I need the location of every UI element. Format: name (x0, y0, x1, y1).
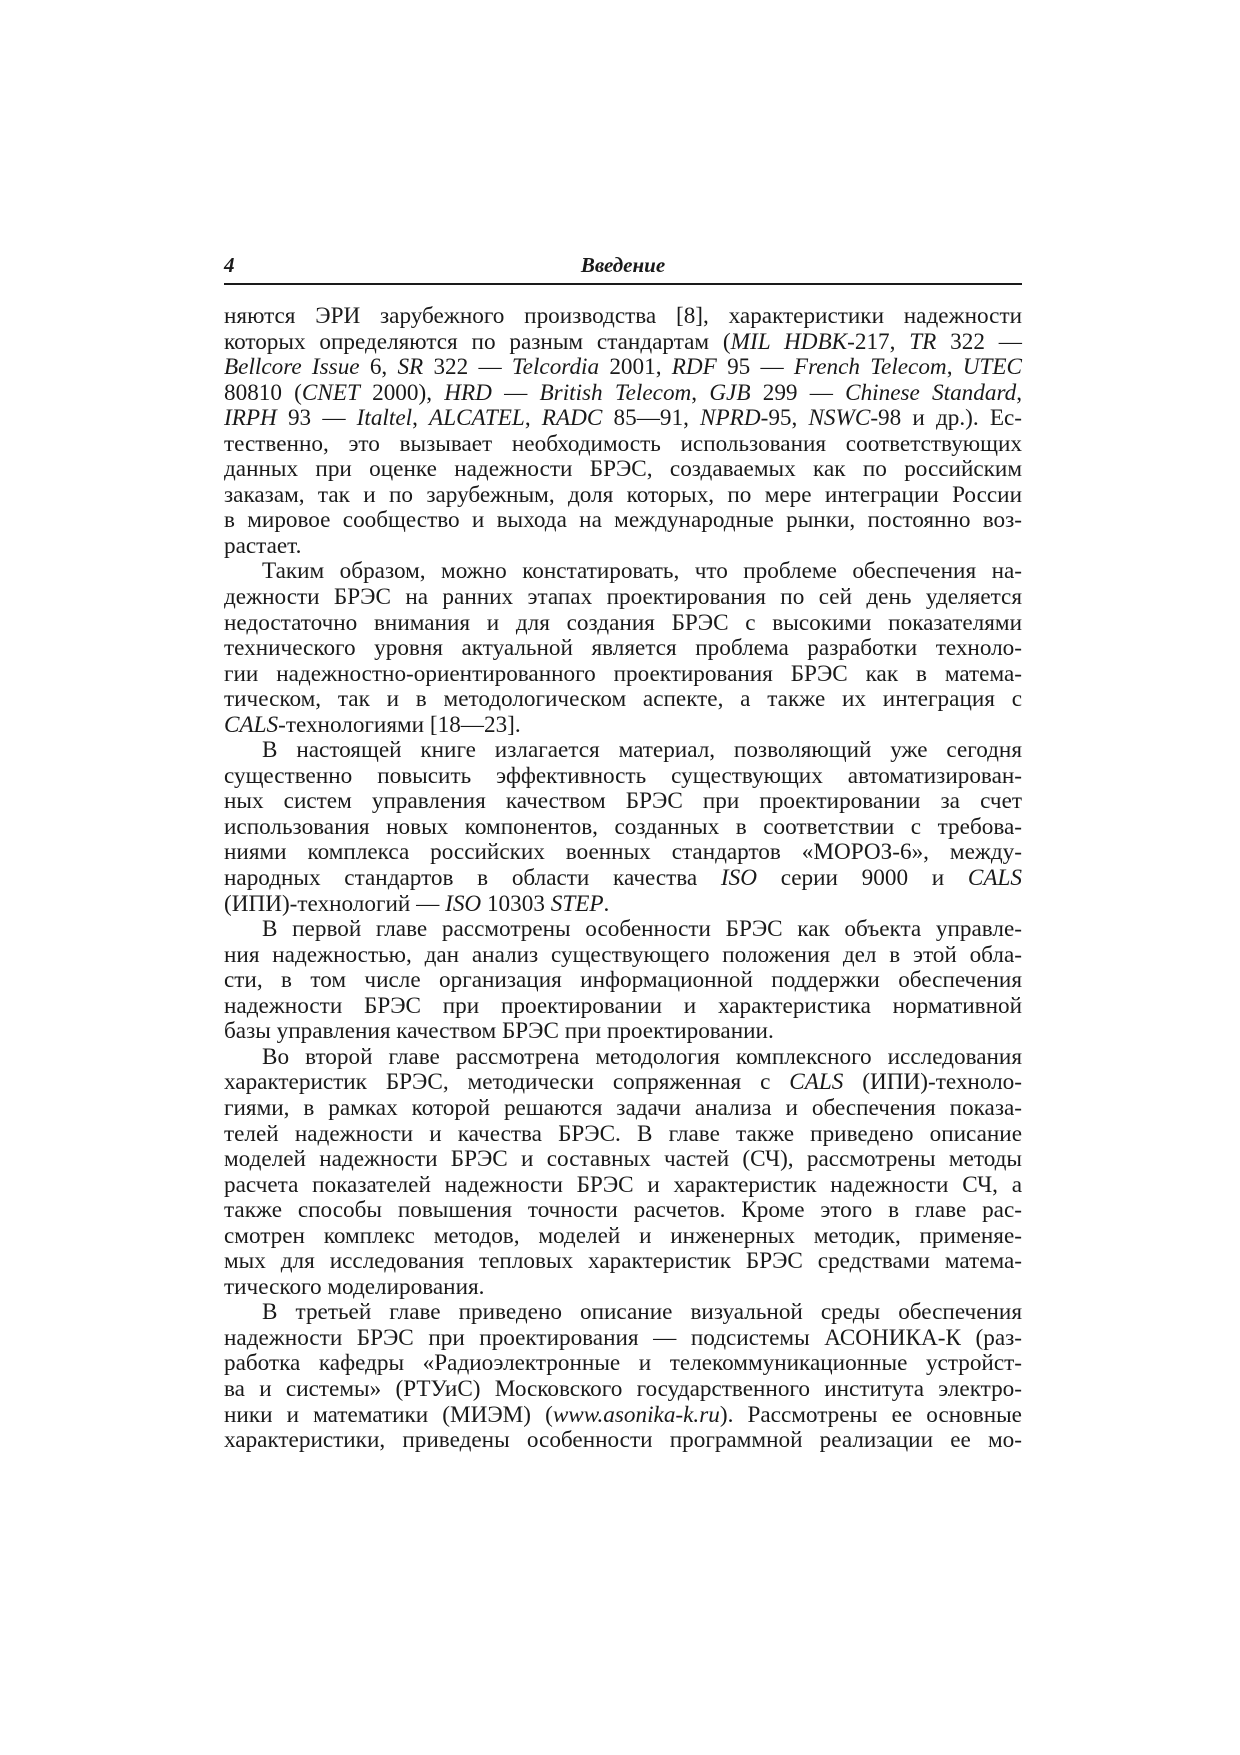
italic-term: HRD (444, 379, 492, 406)
text-run: ния надежностью, дан анализ существующего положения дел в этой обла- (224, 941, 1022, 968)
text-line (224, 1275, 1022, 1301)
text-line (224, 483, 1022, 509)
italic-term: Telcordia (511, 354, 600, 381)
text-run: надежности БРЭС при проектировании и характеристика нормативной (224, 992, 1022, 1019)
text-run: 95 — (716, 354, 794, 381)
text-line (224, 892, 1022, 918)
text-run: , (946, 354, 963, 381)
text-run: , (1016, 379, 1023, 406)
italic-term: Bellcore Issue (224, 354, 360, 381)
text-line (224, 917, 1022, 943)
text-line (224, 1351, 1022, 1377)
running-title: Введение (580, 253, 666, 277)
text-run: 2000), (359, 379, 445, 406)
text-line (224, 611, 1022, 637)
text-run: ва и системы» (РТУиС) Московского государственного института электро- (224, 1375, 1022, 1402)
text-run: 2001, (599, 354, 672, 381)
text-line (224, 713, 1022, 739)
text-line (224, 866, 1022, 892)
text-run: расчета показателей надежности БРЭС и характеристик надежности СЧ, а (224, 1171, 1022, 1198)
text-run: В третьей главе приведено описание визуальной среды обеспечения (262, 1299, 1022, 1326)
text-line (224, 559, 1022, 585)
text-run: 322 — (423, 354, 512, 381)
text-line (224, 840, 1022, 866)
text-run: , (412, 405, 430, 432)
italic-term: GJB (709, 379, 751, 406)
italic-term: Chinese Standard (845, 379, 1017, 406)
text-line (224, 304, 1022, 330)
text-run: В настоящей книге излагается материал, позволяющий уже сегодня (262, 737, 1022, 764)
text-line (224, 355, 1022, 381)
text-run: -217, (847, 328, 910, 355)
text-run: работка кафедры «Радиоэлектронные и телекоммуникационные устройст- (224, 1350, 1022, 1377)
text-line (224, 994, 1022, 1020)
text-run: -технологиями [18—23]. (278, 711, 521, 738)
paragraph (224, 1300, 1022, 1453)
italic-term: RDF (671, 354, 717, 381)
italic-term: CALS (789, 1069, 844, 1096)
text-run: -98 и др.). Ес- (870, 405, 1023, 432)
italic-term: Italtel (356, 405, 413, 432)
text-run: моделей надежности БРЭС и составных частей (СЧ), рассмотрены методы (224, 1146, 1022, 1173)
text-run: 80810 ( (224, 379, 302, 406)
text-run: ). Рассмотрены ее основные (719, 1401, 1022, 1428)
text-line (224, 1300, 1022, 1326)
italic-term: French Telecom (793, 354, 947, 381)
text-run: гиями, в рамках которой решаются задачи анализа и обеспечения показа- (224, 1094, 1022, 1121)
text-run: использования новых компонентов, созданных в соответствии с требова- (224, 813, 1022, 840)
text-line (224, 330, 1022, 356)
text-run: существенно повысить эффективность существующих автоматизирован- (224, 762, 1022, 789)
page-header (224, 249, 1022, 285)
italic-term: MIL HDBK (730, 328, 848, 355)
text-run: ники и математики (МИЭМ) ( (224, 1401, 553, 1428)
text-line (224, 406, 1022, 432)
text-line (224, 1249, 1022, 1275)
text-line (224, 738, 1022, 764)
text-run: Во второй главе рассмотрена методология комплексного исследования (262, 1043, 1022, 1070)
text-line (224, 585, 1022, 611)
body-text (224, 304, 1022, 1454)
text-line (224, 381, 1022, 407)
text-line (224, 815, 1022, 841)
text-run: серии 9000 и (756, 865, 968, 892)
text-line (224, 1096, 1022, 1122)
text-line (224, 789, 1022, 815)
italic-term: TR (909, 328, 937, 355)
text-run: 93 — (276, 405, 357, 432)
text-run: гии надежностно-ориентированного проектирования БРЭС как в матема- (224, 660, 1022, 687)
text-line (224, 1070, 1022, 1096)
text-line (224, 968, 1022, 994)
text-run: растает. (224, 532, 302, 559)
text-line (224, 1198, 1022, 1224)
text-run: . (603, 890, 610, 917)
text-line (224, 1224, 1022, 1250)
text-line (224, 943, 1022, 969)
paragraph (224, 559, 1022, 738)
text-run: которых определяются по разным стандартам ( (224, 328, 731, 355)
italic-term: ISO (720, 865, 757, 892)
text-line (224, 432, 1022, 458)
text-run: характеристик БРЭС, методически сопряженная с (224, 1069, 790, 1096)
text-run: , (691, 379, 710, 406)
text-line (224, 1019, 1022, 1045)
paragraph (224, 738, 1022, 917)
text-run: заказам, так и по зарубежным, доля которых, по мере интеграции России (224, 481, 1022, 508)
text-run: В первой главе рассмотрены особенности БРЭС как объекта управле- (262, 916, 1022, 943)
text-line (224, 1147, 1022, 1173)
paragraph (224, 1045, 1022, 1300)
text-run: 299 — (750, 379, 846, 406)
text-run: тического моделирования. (224, 1273, 485, 1300)
italic-term: British Telecom (539, 379, 692, 406)
italic-term: NPRD (700, 405, 761, 432)
text-line (224, 1045, 1022, 1071)
italic-term: ALCATEL (429, 405, 525, 432)
page-number: 4 (224, 253, 235, 277)
text-line (224, 662, 1022, 688)
text-run: — (491, 379, 540, 406)
text-run: (ИПИ)-техноло- (843, 1069, 1023, 1096)
text-run: базы управления качеством БРЭС при проектировании. (224, 1018, 774, 1045)
text-run: 10303 (481, 890, 551, 917)
text-run: Таким образом, можно констатировать, что проблеме обеспечения на- (262, 558, 1022, 585)
text-run: недостаточно внимания и для создания БРЭС с высокими показателями (224, 609, 1022, 636)
text-run: -95, (760, 405, 809, 432)
text-line (224, 1326, 1022, 1352)
text-run: телей надежности и качества БРЭС. В главе также приведено описание (224, 1120, 1022, 1147)
text-line (224, 1403, 1022, 1429)
text-run: данных при оценке надежности БРЭС, создаваемых как по российским (224, 456, 1022, 483)
text-run: 322 — (936, 328, 1022, 355)
text-line (224, 457, 1022, 483)
italic-term: ISO (445, 890, 482, 917)
text-run: сти, в том числе организация информационной поддержки обеспечения (224, 967, 1022, 994)
text-line (224, 508, 1022, 534)
text-run: тественно, это вызывает необходимость использования соответствующих (224, 430, 1022, 457)
italic-term: NSWC (808, 405, 871, 432)
italic-term: www.asonika-k.ru (552, 1401, 720, 1428)
text-run: , (524, 405, 542, 432)
text-run: ных систем управления качеством БРЭС при проектировании за счет (224, 788, 1022, 815)
italic-term: SR (397, 354, 424, 381)
text-run: смотрен комплекс методов, моделей и инженерных методик, применяе- (224, 1222, 1022, 1249)
text-run: в мировое сообщество и выхода на международные рынки, постоянно воз- (224, 507, 1022, 534)
italic-term: CALS (967, 865, 1022, 892)
text-run: тическом, так и в методологическом аспекте, а также их интеграция с (224, 686, 1022, 713)
text-line (224, 1173, 1022, 1199)
italic-term: UTEC (962, 354, 1023, 381)
text-run: технического уровня актуальной является проблема разработки техноло- (224, 635, 1022, 662)
text-run: также способы повышения точности расчетов. Кроме этого в главе рас- (224, 1197, 1022, 1224)
italic-term: IRPH (224, 405, 277, 432)
text-line (224, 1428, 1022, 1454)
italic-term: CALS (224, 711, 279, 738)
text-line (224, 764, 1022, 790)
text-line (224, 636, 1022, 662)
text-run: характеристики, приведены особенности программной реализации ее мо- (224, 1427, 1022, 1454)
text-line (224, 1377, 1022, 1403)
italic-term: RADC (541, 405, 603, 432)
text-run: ниями комплекса российских военных стандартов «МОРОЗ-6», между- (224, 839, 1022, 866)
text-run: 85—91, (602, 405, 701, 432)
text-run: надежности БРЭС при проектирования — подсистемы АСОНИКА-К (раз- (224, 1324, 1022, 1351)
text-run: мых для исследования тепловых характеристик БРЭС средствами матема- (224, 1248, 1022, 1275)
text-line (224, 687, 1022, 713)
text-run: народных стандартов в области качества (224, 865, 721, 892)
text-run: няются ЭРИ зарубежного производства [8], характеристики надежности (224, 303, 1022, 329)
paragraph (224, 304, 1022, 559)
text-run: дежности БРЭС на ранних этапах проектирования по сей день уделяется (224, 584, 1022, 611)
italic-term: CNET (301, 379, 360, 406)
text-run: 6, (359, 354, 398, 381)
text-line (224, 534, 1022, 560)
text-run: (ИПИ)-технологий — (224, 890, 446, 917)
italic-term: STEP (550, 890, 604, 917)
text-line (224, 1122, 1022, 1148)
paragraph (224, 917, 1022, 1045)
